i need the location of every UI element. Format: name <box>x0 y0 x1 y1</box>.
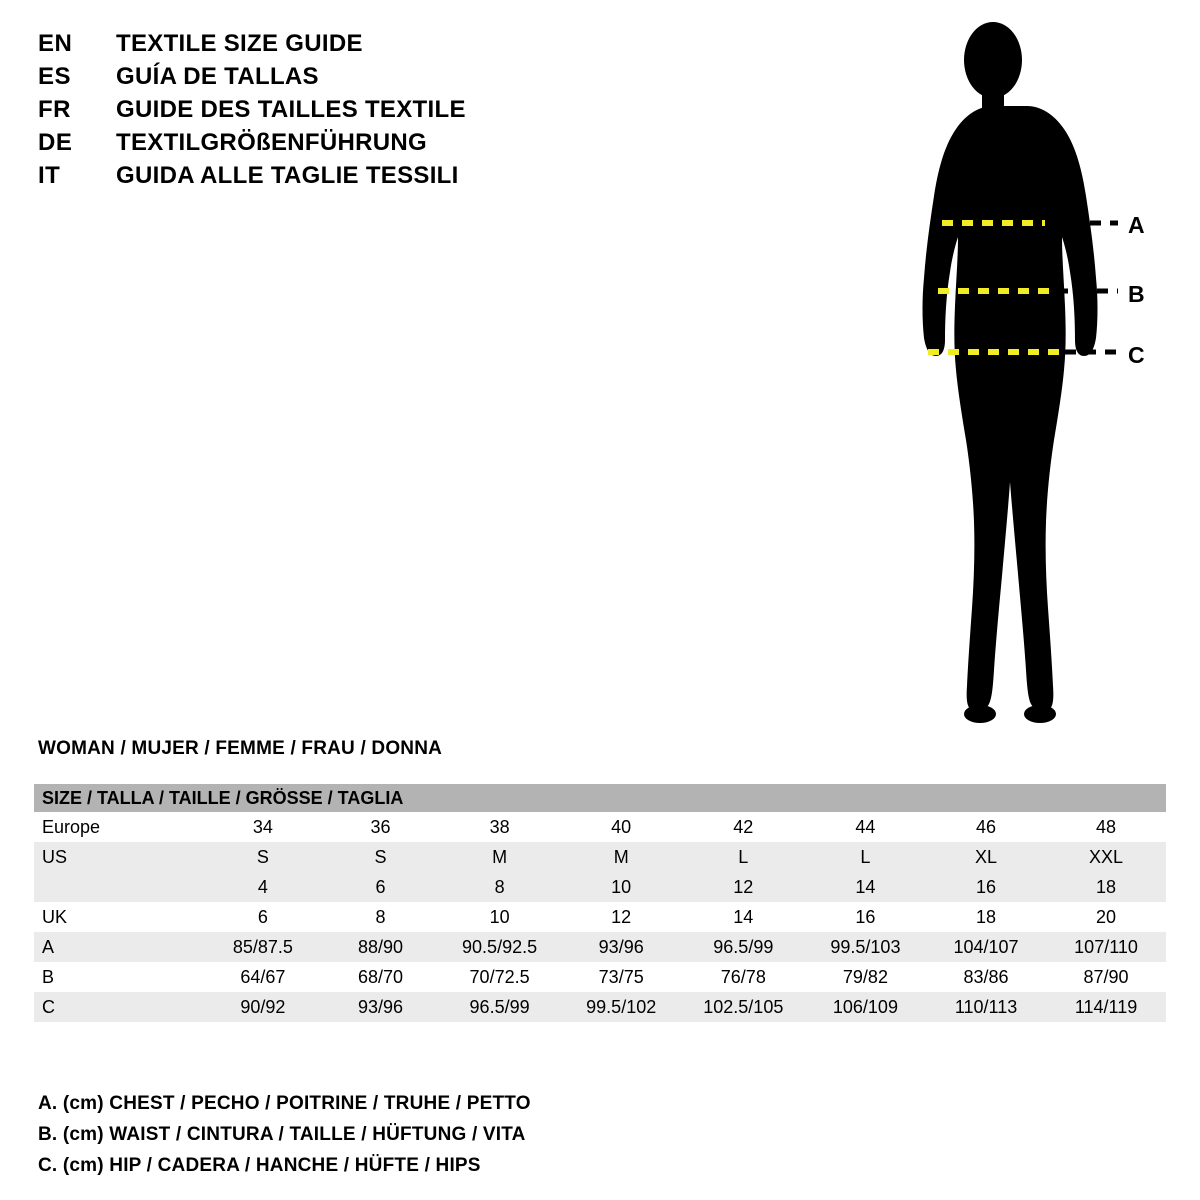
note-waist: B. (cm) WAIST / CINTURA / TAILLE / HÜFTUNG / VITA <box>38 1124 526 1145</box>
cell: 104/107 <box>926 932 1046 962</box>
language-code: EN <box>38 30 73 57</box>
row-label: US <box>34 842 203 872</box>
row-label: B <box>34 962 203 992</box>
measure-label-c: C <box>1128 342 1145 368</box>
cell: 38 <box>439 812 561 842</box>
cell: XXL <box>1046 842 1166 872</box>
row-label: A <box>34 932 203 962</box>
section-title-woman: WOMAN / MUJER / FEMME / FRAU / DONNA <box>38 738 443 759</box>
measure-label-b: B <box>1128 281 1145 307</box>
cell: L <box>805 842 926 872</box>
cell: 93/96 <box>322 992 438 1022</box>
cell: M <box>439 842 561 872</box>
cell: 16 <box>926 872 1046 902</box>
cell: 12 <box>682 872 805 902</box>
cell: 12 <box>561 902 682 932</box>
table-row <box>34 932 1166 962</box>
row-label: Europe <box>34 812 203 842</box>
cell: M <box>561 842 682 872</box>
cell: 93/96 <box>561 932 682 962</box>
cell: 79/82 <box>805 962 926 992</box>
language-title: TEXTILE SIZE GUIDE <box>116 30 363 57</box>
cell: 85/87.5 <box>203 932 322 962</box>
language-row <box>38 63 738 96</box>
cell: 99.5/102 <box>561 992 682 1022</box>
cell: 90.5/92.5 <box>439 932 561 962</box>
language-code: ES <box>38 63 72 90</box>
cell: 8 <box>322 902 438 932</box>
cell: S <box>203 842 322 872</box>
cell: 73/75 <box>561 962 682 992</box>
cell: 34 <box>203 812 322 842</box>
female-body-figure <box>860 20 1180 740</box>
body-silhouette-icon <box>860 20 1180 740</box>
cell: 107/110 <box>1046 932 1166 962</box>
cell: 6 <box>322 872 438 902</box>
table-row <box>34 872 1166 902</box>
note-chest: A. (cm) CHEST / PECHO / POITRINE / TRUHE / PETTO <box>38 1093 531 1114</box>
note-hip: C. (cm) HIP / CADERA / HANCHE / HÜFTE / HIPS <box>38 1155 481 1176</box>
table-row <box>34 812 1166 842</box>
cell: S <box>322 842 438 872</box>
language-row <box>38 129 738 162</box>
language-title: GUIDA ALLE TAGLIE TESSILI <box>116 162 459 189</box>
cell: 10 <box>561 872 682 902</box>
cell: 110/113 <box>926 992 1046 1022</box>
cell: 10 <box>439 902 561 932</box>
table-header-row <box>34 784 1166 812</box>
cell: 36 <box>322 812 438 842</box>
language-code: FR <box>38 96 71 123</box>
language-row <box>38 96 738 129</box>
table-header-label: SIZE / TALLA / TAILLE / GRÖSSE / TAGLIA <box>34 784 1166 812</box>
cell: 42 <box>682 812 805 842</box>
row-label: C <box>34 992 203 1022</box>
cell: 87/90 <box>1046 962 1166 992</box>
cell: 48 <box>1046 812 1166 842</box>
cell: 99.5/103 <box>805 932 926 962</box>
measurement-notes <box>38 1088 938 1181</box>
cell: 83/86 <box>926 962 1046 992</box>
table-row <box>34 902 1166 932</box>
table-row <box>34 842 1166 872</box>
cell: 8 <box>439 872 561 902</box>
cell: 76/78 <box>682 962 805 992</box>
cell: 18 <box>1046 872 1166 902</box>
cell: 14 <box>805 872 926 902</box>
language-title: TEXTILGRÖßENFÜHRUNG <box>116 129 428 156</box>
cell: 102.5/105 <box>682 992 805 1022</box>
cell: 20 <box>1046 902 1166 932</box>
table-row <box>34 992 1166 1022</box>
cell: 64/67 <box>203 962 322 992</box>
table-row <box>34 962 1166 992</box>
cell: XL <box>926 842 1046 872</box>
cell: 4 <box>203 872 322 902</box>
language-code: IT <box>38 162 61 189</box>
cell: 44 <box>805 812 926 842</box>
row-label <box>34 872 203 902</box>
cell: 16 <box>805 902 926 932</box>
cell: 96.5/99 <box>682 932 805 962</box>
measure-label-a: A <box>1128 212 1145 238</box>
cell: 88/90 <box>322 932 438 962</box>
language-title: GUIDE DES TAILLES TEXTILE <box>116 96 466 123</box>
size-table <box>34 784 1166 1022</box>
cell: L <box>682 842 805 872</box>
language-code: DE <box>38 129 73 156</box>
cell: 90/92 <box>203 992 322 1022</box>
cell: 68/70 <box>322 962 438 992</box>
cell: 106/109 <box>805 992 926 1022</box>
cell: 70/72.5 <box>439 962 561 992</box>
cell: 114/119 <box>1046 992 1166 1022</box>
language-title: GUÍA DE TALLAS <box>116 63 319 90</box>
cell: 46 <box>926 812 1046 842</box>
row-label: UK <box>34 902 203 932</box>
language-row <box>38 162 738 195</box>
cell: 18 <box>926 902 1046 932</box>
cell: 96.5/99 <box>439 992 561 1022</box>
language-title-list <box>38 30 738 195</box>
language-row <box>38 30 738 63</box>
cell: 40 <box>561 812 682 842</box>
cell: 6 <box>203 902 322 932</box>
cell: 14 <box>682 902 805 932</box>
